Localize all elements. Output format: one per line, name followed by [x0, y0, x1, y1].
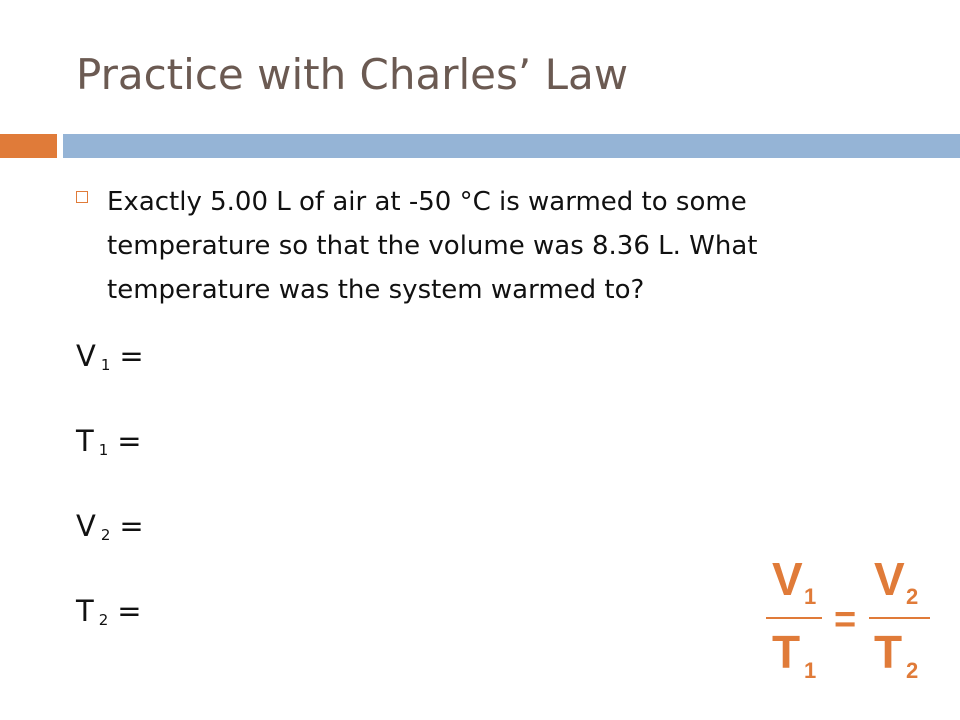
- variable-symbol: V: [76, 509, 97, 543]
- variable-symbol: T: [76, 424, 95, 458]
- formula-left-denominator: T: [772, 626, 801, 678]
- variable-equals: =: [117, 594, 143, 628]
- variable-t2: [76, 594, 143, 629]
- variable-subscript: 1: [100, 356, 112, 374]
- variable-symbol: T: [76, 594, 95, 628]
- variable-v2: [76, 509, 145, 544]
- slide-title: Practice with Charles’ Law: [76, 50, 629, 99]
- divider-accent-left: [0, 134, 57, 158]
- problem-text: Exactly 5.00 L of air at -50 °C is warmed to some temperature so that the volume was 8.36 L. What temperature was the system warmed to?: [107, 187, 758, 305]
- charles-law-formula: [760, 548, 950, 688]
- variable-equals: =: [117, 424, 143, 458]
- formula-left-denominator-subscript: 1: [804, 658, 817, 683]
- variable-equals: =: [119, 339, 145, 373]
- divider-accent-right: [63, 134, 960, 158]
- variable-symbol: V: [76, 339, 97, 373]
- formula-right-denominator: T: [874, 626, 903, 678]
- formula-left-numerator-subscript: 1: [804, 584, 817, 609]
- variable-equals: =: [119, 509, 145, 543]
- variable-subscript: 2: [100, 526, 112, 544]
- formula-right-numerator: V: [874, 553, 905, 605]
- square-bullet-icon: [76, 191, 88, 203]
- variable-v1: [76, 339, 145, 374]
- formula-right-denominator-subscript: 2: [906, 658, 919, 683]
- formula-right-numerator-subscript: 2: [906, 584, 919, 609]
- formula-equals: =: [834, 599, 857, 641]
- problem-bullet: [76, 180, 886, 312]
- variable-subscript: 1: [98, 441, 110, 459]
- variable-t1: [76, 424, 143, 459]
- variable-subscript: 2: [98, 611, 110, 629]
- formula-left-numerator: V: [772, 553, 803, 605]
